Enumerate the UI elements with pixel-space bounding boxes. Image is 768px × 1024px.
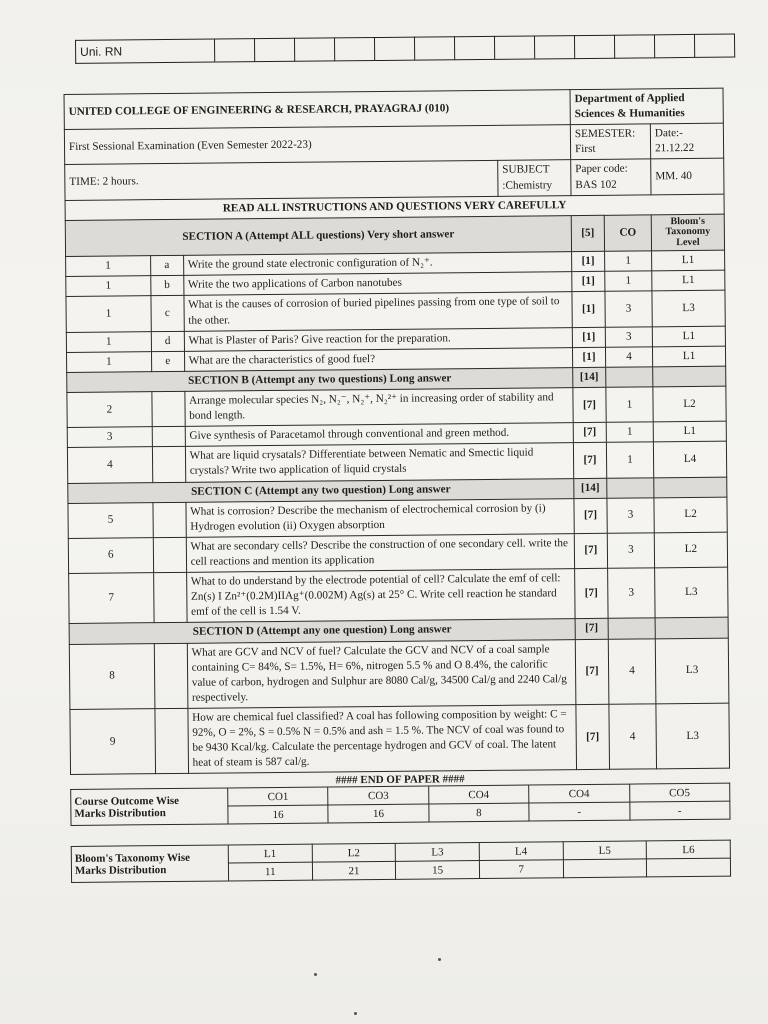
end-of-paper: #### END OF PAPER #### (335, 773, 465, 787)
question-marks: [7] (573, 423, 606, 443)
question-blooms-level: L2 (654, 532, 727, 568)
co-distribution-table (70, 783, 730, 826)
question-marks: [1] (572, 252, 605, 272)
co-label-line2: Marks Distribution (74, 806, 166, 820)
rn-box (534, 36, 574, 59)
bloom-value: 15 (396, 861, 480, 880)
paper-speck (438, 958, 441, 961)
bloom-distribution-label (71, 845, 228, 883)
co-value: - (529, 803, 630, 822)
section-marks: [5] (571, 215, 604, 252)
question-part (153, 502, 186, 538)
co-value: 16 (328, 804, 429, 823)
question-marks: [7] (574, 498, 607, 534)
section-header-blank (606, 367, 653, 388)
bloom-header: L4 (479, 842, 563, 861)
question-paper (63, 40, 727, 883)
question-number: 9 (70, 709, 155, 775)
question-marks: [7] (576, 704, 610, 770)
question-part: c (151, 296, 184, 332)
question-number: 5 (68, 502, 153, 538)
question-marks: [7] (575, 568, 608, 619)
question-text: Give synthesis of Paracetamol through conventional and green method. (185, 423, 573, 447)
section-title: SECTION D (Attempt any one question) Long answer (69, 619, 575, 644)
question-text: How are chemical fuel classified? A coal has following composition by weight: C = 92%, O = 2%, S = 0.5% N = 0.5% and ash = 1.5 %. The NCV of coal was found to be 9430 Kcal/kg. Calculate the percentage hydrogen and GCV of coal. The latent heat of steam is 587 cal/g. (188, 705, 577, 774)
question-co: 1 (604, 251, 651, 272)
co-label-line1: Course Outcome Wise (74, 794, 180, 808)
question-blooms-level: L4 (653, 442, 726, 478)
question-part (152, 427, 185, 447)
question-text: What are the characteristics of good fuel? (184, 347, 572, 371)
question-blooms-level: L3 (656, 703, 730, 769)
rn-box (214, 39, 254, 62)
question-part (153, 572, 186, 623)
bloom-header: L5 (563, 841, 647, 860)
section-header-row (65, 214, 724, 257)
section-marks: [14] (573, 367, 606, 387)
college-name: UNITED COLLEGE OF ENGINEERING & RESEARCH, PRAYAGRAJ (010) (64, 90, 570, 130)
bloom-header: L3 (396, 843, 480, 862)
question-co: 1 (605, 271, 652, 292)
section-header-blank (653, 366, 726, 387)
semester: SEMESTER: First (570, 124, 650, 160)
question-blooms-level: L1 (652, 346, 725, 367)
rn-box (494, 36, 534, 59)
rn-box (414, 37, 454, 60)
question-marks: [1] (572, 272, 605, 292)
department-name: Department of Applied Sciences & Humanities (570, 88, 723, 125)
question-co: 3 (605, 291, 652, 327)
question-blooms-level: L3 (655, 638, 729, 704)
question-co: 3 (607, 498, 654, 534)
question-marks: [7] (574, 533, 607, 569)
rn-box (614, 35, 654, 58)
question-text: What to do understand by the electrode potential of cell? Calculate the emf of cell: Zn(s) I Zn²⁺(0.2M)IIAg⁺(0.002M) Ag(s) at 25° C. Write cell reaction he standard emf of the cell is 1.54 V. (186, 569, 575, 623)
exam-date: Date:- 21.12.22 (650, 123, 723, 159)
question-co: 3 (608, 568, 656, 619)
question-number: 1 (66, 276, 151, 297)
exam-title: First Sessional Examination (Even Semester 2022-23) (64, 125, 570, 165)
co-header: CO5 (629, 784, 730, 803)
question-marks: [7] (573, 443, 606, 479)
question-blooms-level: L2 (654, 497, 727, 533)
question-marks: [7] (575, 639, 609, 705)
question-blooms-level: L1 (653, 421, 726, 442)
rn-box (454, 36, 494, 59)
co-column-header: CO (604, 215, 651, 252)
question-number: 1 (66, 331, 151, 352)
rn-box (254, 38, 294, 61)
question-part (152, 447, 185, 483)
question-co: 1 (606, 387, 653, 423)
section-title: SECTION C (Attempt any two question) Long answer (68, 478, 574, 503)
bloom-value (563, 859, 647, 878)
question-part: b (150, 276, 183, 296)
question-part (152, 391, 185, 427)
question-part (154, 643, 188, 709)
section-header-blank (655, 618, 728, 639)
section-header-blank (654, 477, 727, 498)
question-part (153, 537, 186, 573)
question-number: 4 (67, 447, 152, 483)
co-header: CO1 (228, 787, 329, 806)
question-number: 2 (67, 392, 152, 428)
question-text: Write the ground state electronic configuration of N₂⁺. (183, 252, 571, 276)
question-part: a (150, 256, 183, 276)
question-part: d (151, 331, 184, 351)
question-number: 7 (69, 573, 154, 624)
question-number: 3 (67, 427, 152, 448)
question-text: What is Plaster of Paris? Give reaction for the preparation. (184, 327, 572, 351)
rn-box (694, 34, 734, 57)
co-value: 8 (429, 803, 530, 822)
question-text: What are secondary cells? Describe the construction of one secondary cell. write the cell reactions and mention its application (186, 534, 575, 573)
uni-rn-label: Uni. RN (76, 39, 215, 63)
paper-code: Paper code: BAS 102 (571, 159, 651, 195)
question-co: 4 (608, 638, 656, 704)
bloom-value (647, 859, 731, 878)
question-co: 3 (607, 533, 654, 569)
question-text: What is corrosion? Describe the mechanism of electrochemical corrosion by (i) Hydrogen evolution (ii) Oxygen absorption (186, 498, 575, 537)
question-number: 8 (69, 643, 154, 709)
question-row (69, 638, 729, 710)
instructions-banner: READ ALL INSTRUCTIONS AND QUESTIONS VERY CAREFULLY (65, 194, 724, 220)
question-text: What are liquid crysatals? Differentiate between Nematic and Smectic liquid crystals? Write two application of liquid crystals (185, 443, 574, 482)
question-marks: [1] (572, 347, 605, 367)
university-roll-number-boxes (75, 34, 735, 64)
section-header-blank (607, 477, 654, 498)
question-co: 4 (609, 704, 657, 770)
time-allowed: TIME: 2 hours. (65, 161, 498, 200)
co-header: CO4 (428, 786, 529, 805)
section-title: SECTION B (Attempt any two questions) Long answer (67, 368, 573, 393)
bloom-value: 7 (479, 860, 563, 879)
question-blooms-level: L1 (652, 326, 725, 347)
bloom-header: L1 (228, 845, 312, 864)
co-header: CO3 (328, 786, 429, 805)
question-number: 6 (68, 538, 153, 574)
bloom-header: L2 (312, 844, 396, 863)
rn-box (374, 37, 414, 60)
paper-speck (354, 1012, 357, 1015)
question-number: 1 (66, 296, 151, 332)
max-marks: MM. 40 (651, 159, 724, 195)
bloom-header: L6 (647, 841, 731, 860)
bloom-value: 21 (312, 862, 396, 881)
question-blooms-level: L1 (652, 271, 725, 292)
question-number: 1 (66, 256, 151, 277)
section-title: SECTION A (Attempt ALL questions) Very short answer (65, 215, 571, 256)
co-value: - (629, 802, 730, 821)
co-distribution-label (71, 788, 228, 826)
question-marks: [7] (573, 387, 606, 423)
section-marks: [7] (575, 619, 608, 639)
subject: SUBJECT :Chemistry (498, 160, 571, 196)
exam-table (64, 88, 731, 776)
question-co: 4 (605, 347, 652, 368)
question-marks: [1] (572, 292, 605, 328)
question-part (155, 708, 189, 774)
question-row (69, 567, 728, 624)
question-marks: [1] (572, 327, 605, 347)
question-number: 1 (66, 351, 151, 372)
question-blooms-level: L2 (653, 386, 726, 422)
question-blooms-level: L3 (655, 567, 729, 618)
question-text: What is the causes of corrosion of buried pipelines passing from one type of soil to the other. (184, 292, 573, 331)
question-part: e (151, 351, 184, 371)
question-co: 1 (606, 422, 653, 443)
bloom-label-line2: Marks Distribution (74, 863, 167, 877)
rn-box (574, 35, 614, 58)
question-co: 3 (605, 327, 652, 348)
rn-box (294, 38, 334, 61)
bloom-label-line1: Bloom's Taxonomy Wise (74, 851, 191, 865)
question-text: Write the two applications of Carbon nanotubes (183, 272, 571, 296)
blooms-column-header: Bloom's Taxonomy Level (651, 214, 724, 251)
co-value: 16 (228, 805, 329, 824)
rn-box (654, 34, 694, 57)
question-blooms-level: L1 (652, 250, 725, 271)
question-text: What are GCV and NCV of fuel? Calculate the GCV and NCV of a coal sample containing C= 84%, S= 1.5%, H= 6%, nitrogen 5.5 % and O 8.4%, the calorific value of carbon, hydrogen and Sulphur are 8080 Cal/g, 34500 Cal/g and 2240 Cal/g respectively. (187, 639, 576, 708)
sections (65, 214, 729, 775)
paper-speck (314, 973, 317, 976)
question-blooms-level: L3 (652, 291, 725, 327)
question-row (70, 703, 730, 775)
section-header-blank (608, 618, 655, 639)
bloom-distribution-table (71, 840, 731, 883)
question-text: Arrange molecular species N₂, N₂⁻, N₂⁺, N₂²⁺ in increasing order of stability and bond length. (185, 388, 574, 427)
rn-box (334, 38, 374, 61)
bloom-value: 11 (228, 863, 312, 882)
question-co: 1 (606, 442, 653, 478)
co-header: CO4 (529, 785, 630, 804)
section-marks: [14] (574, 478, 607, 498)
